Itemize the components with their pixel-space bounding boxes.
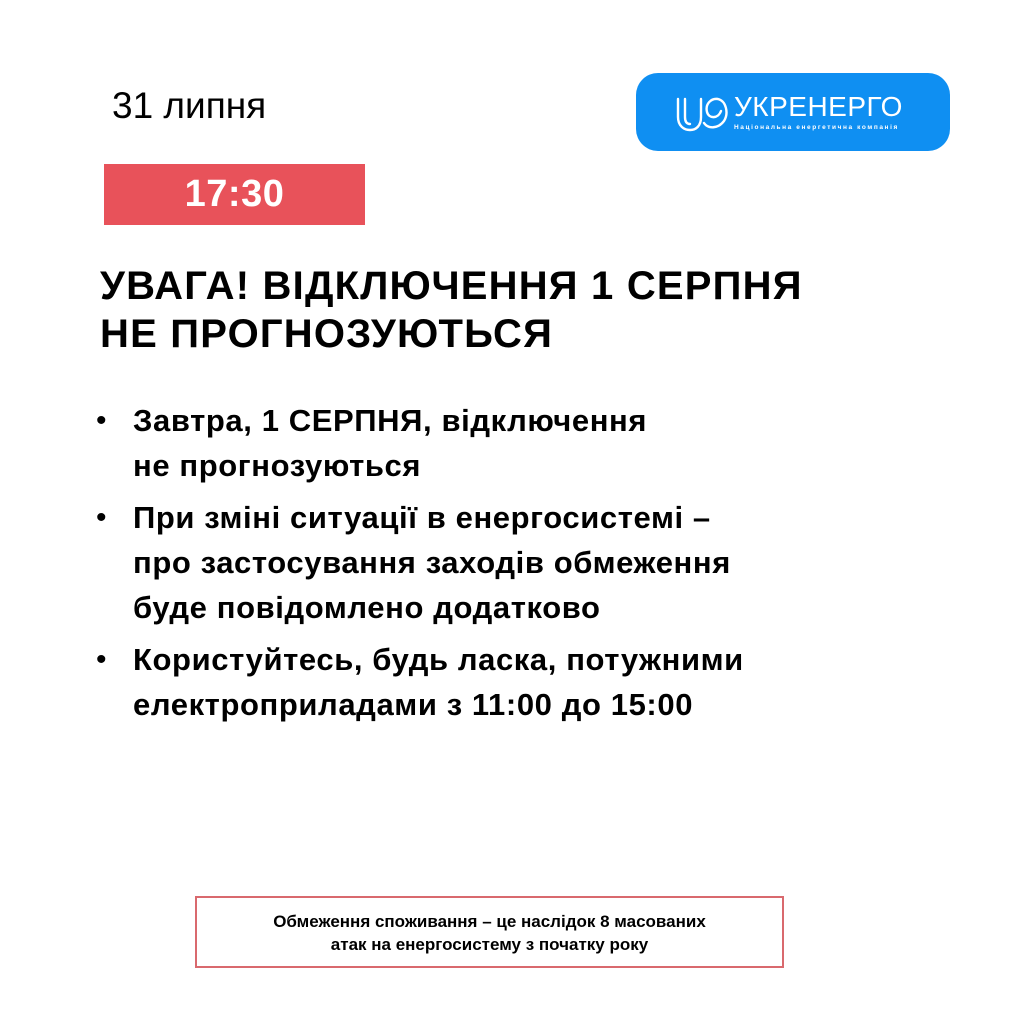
headline-line-1: УВАГА! ВІДКЛЮЧЕННЯ 1 СЕРПНЯ <box>100 264 803 308</box>
logo-subtitle: Національна енергетична компанія <box>734 124 899 131</box>
bullet-text-line: буде повідомлено додатково <box>133 590 601 625</box>
bullet-text-line: електроприладами з 11:00 до 15:00 <box>133 687 694 722</box>
list-item <box>96 637 956 727</box>
ukrenergo-logo-icon <box>674 93 730 133</box>
bullet-text-line: При зміні ситуації в енергосистемі – <box>133 500 711 535</box>
list-item <box>96 495 956 630</box>
headline-line-2: НЕ ПРОГНОЗУЮТЬСЯ <box>100 312 554 356</box>
headline <box>100 262 960 358</box>
footer-note-line-1: Обмеження споживання – це наслідок 8 масованих <box>273 912 706 931</box>
bullet-text-line: Завтра, 1 СЕРПНЯ, відключення <box>133 403 648 438</box>
ukrenergo-logo <box>636 73 950 151</box>
bullet-marker: • <box>96 643 107 676</box>
time-badge: 17:30 <box>104 164 365 225</box>
footer-note <box>195 896 784 968</box>
date-label: 31 липня <box>112 85 267 126</box>
bullet-text-line: про застосування заходів обмеження <box>133 545 731 580</box>
footer-note-line-2: атак на енергосистему з початку року <box>330 935 649 954</box>
list-item <box>96 398 956 488</box>
bullet-marker: • <box>96 501 107 534</box>
bullet-marker: • <box>96 404 107 437</box>
bullet-text-line: не прогнозуються <box>133 448 422 483</box>
bullet-text-line: Користуйтесь, будь ласка, потужними <box>133 642 744 677</box>
bullet-list <box>96 398 956 734</box>
logo-name: УКРЕНЕРГО <box>734 91 903 122</box>
